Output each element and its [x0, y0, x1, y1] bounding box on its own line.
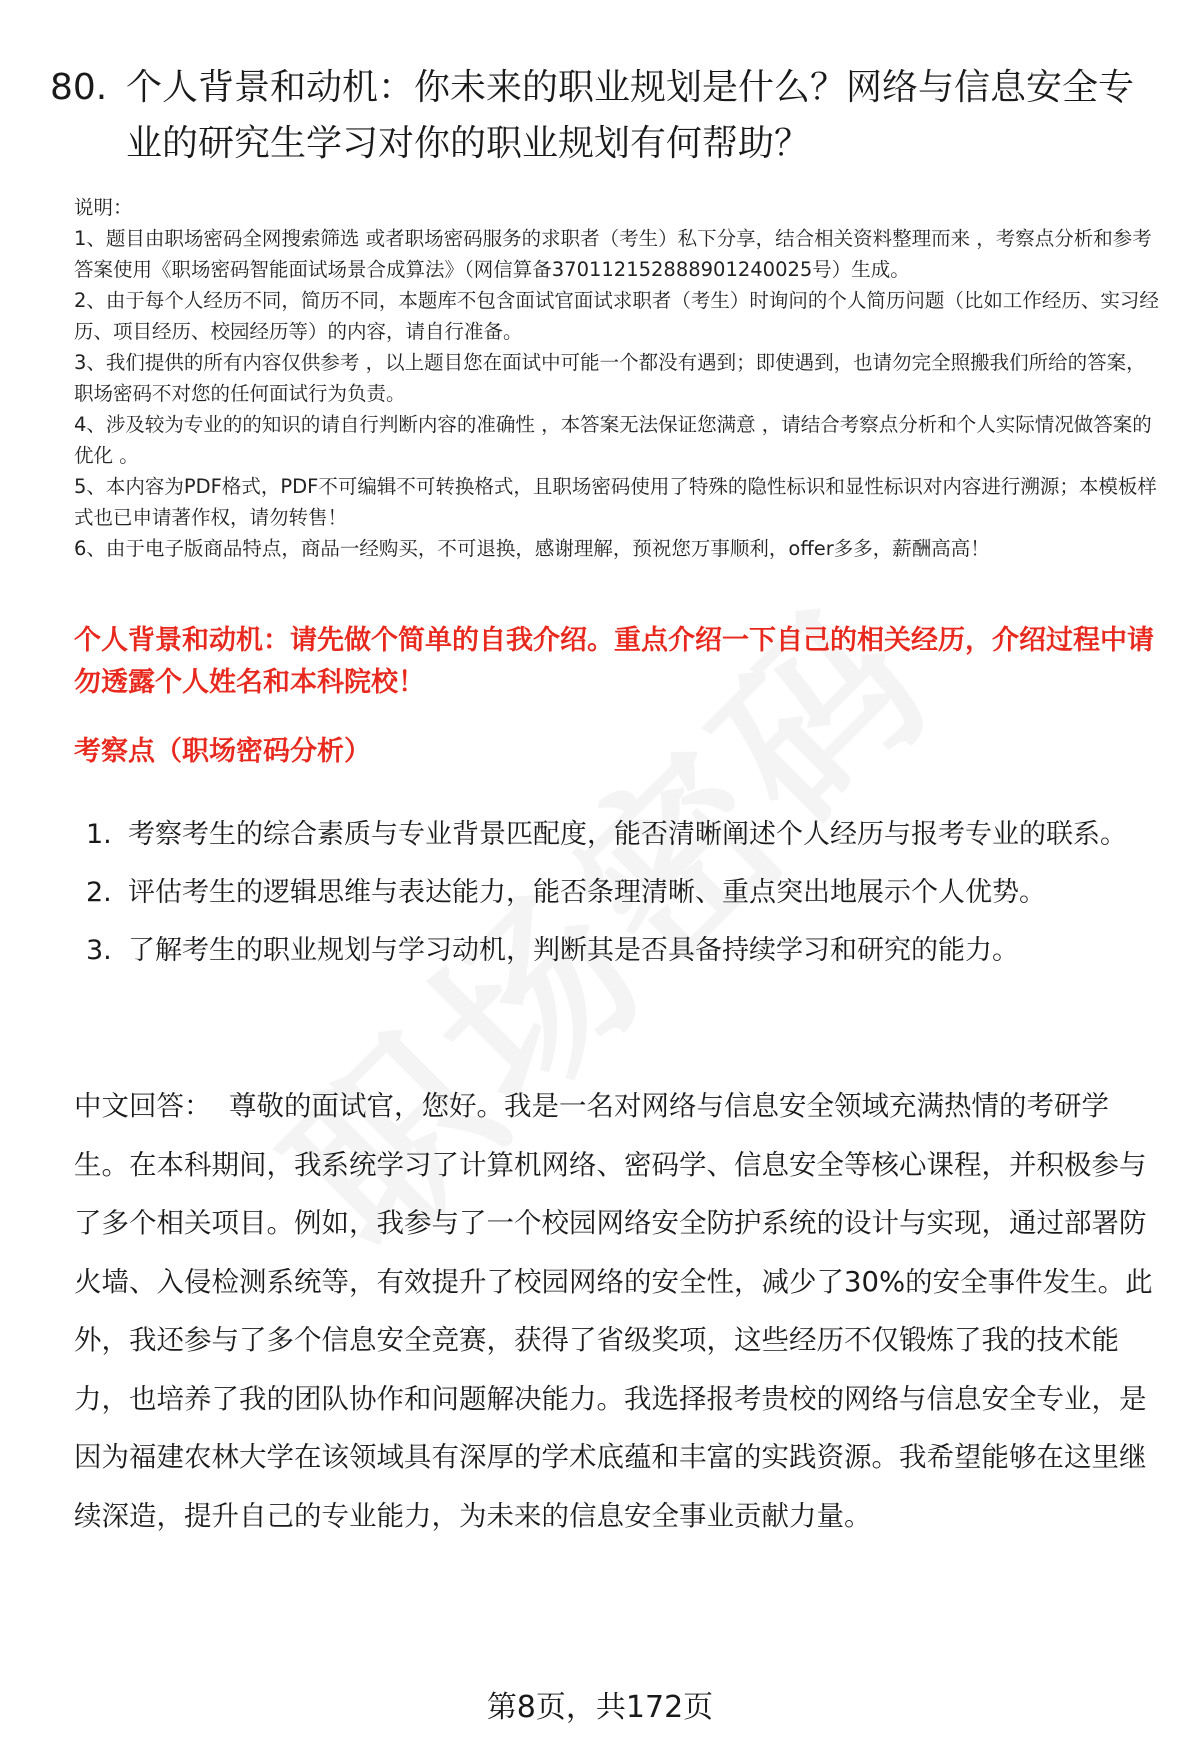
- note-item: 5、本内容为PDF格式，PDF不可编辑不可转换格式，且职场密码使用了特殊的隐性标识和显性标识对内容进行溯源；本模板样式也已申请著作权，请勿转售！: [74, 475, 1157, 529]
- note-item: 3、我们提供的所有内容仅供参考 ，以上题目您在面试中可能一个都没有遇到；即使遇到，也请勿完全照搬我们所给的答案，职场密码不对您的任何面试行为负责。: [74, 351, 1146, 405]
- notes-block: [74, 192, 1160, 564]
- point-text: 考察考生的综合素质与专业背景匹配度，能否清晰阐述个人经历与报考专业的联系。: [128, 819, 1127, 850]
- answer-label: 中文回答：: [74, 1090, 212, 1122]
- question-title: [50, 60, 1150, 172]
- answer-paragraph: [74, 1077, 1154, 1545]
- analysis-title: 考察点（职场密码分析）: [74, 736, 371, 767]
- note-item: 1、题目由职场密码全网搜索筛选 或者职场密码服务的求职者（考生）私下分享，结合相关资料整理而来 ，考察点分析和参考答案使用《职场密码智能面试场景合成算法》（网信算备370112152888901240025号）生成。: [74, 227, 1152, 281]
- page-footer: 第8页，共172页: [486, 1690, 714, 1725]
- point-number: 3.: [86, 935, 112, 966]
- question-text: 个人背景和动机：你未来的职业规划是什么？网络与信息安全专业的研究生学习对你的职业规划有何帮助？: [126, 67, 1135, 164]
- point-text: 评估考生的逻辑思维与表达能力，能否条理清晰、重点突出地展示个人优势。: [128, 877, 1046, 908]
- note-item: 6、由于电子版商品特点，商品一经购买，不可退换，感谢理解，预祝您万事顺利，offer多多，薪酬高高！: [74, 537, 990, 560]
- question-number: 80.: [50, 67, 108, 108]
- analysis-point: [86, 922, 1156, 980]
- point-number: 1.: [86, 819, 112, 850]
- answer-text: 尊敬的面试官，您好。我是一名对网络与信息安全领域充满热情的考研学生。在本科期间，我系统学习了计算机网络、密码学、信息安全等核心课程，并积极参与了多个相关项目。例如，我参与了一个校园网络安全防护系统的设计与实现，通过部署防火墙、入侵检测系统等，有效提升了校园网络的安全性，减少了30%的安全事件发生。此外，我还参与了多个信息安全竞赛，获得了省级奖项，这些经历不仅锻炼了我的技术能力，也培养了我的团队协作和问题解决能力。我选择报考贵校的网络与信息安全专业，是因为福建农林大学在该领域具有深厚的学术底蕴和丰富的实践资源。我希望能够在这里继续深造，提升自己的专业能力，为未来的信息安全事业贡献力量。: [74, 1090, 1153, 1532]
- analysis-point: [86, 864, 1156, 922]
- analysis-points: [86, 806, 1156, 980]
- point-text: 了解考生的职业规划与学习动机，判断其是否具备持续学习和研究的能力。: [128, 935, 1019, 966]
- note-item: 4、涉及较为专业的的知识的请自行判断内容的准确性 ，本答案无法保证您满意 ，请结合考察点分析和个人实际情况做答案的优化 。: [74, 413, 1152, 467]
- note-item: 2、由于每个人经历不同，简历不同，本题库不包含面试官面试求职者（考生）时询问的个人简历问题（比如工作经历、实习经历、项目经历、校园经历等）的内容，请自行准备。: [74, 289, 1159, 343]
- analysis-point: [86, 806, 1156, 864]
- point-number: 2.: [86, 877, 112, 908]
- prompt-heading: 个人背景和动机：请先做个简单的自我介绍。重点介绍一下自己的相关经历，介绍过程中请勿透露个人姓名和本科院校！: [74, 625, 1154, 698]
- notes-heading: 说明：: [74, 196, 133, 219]
